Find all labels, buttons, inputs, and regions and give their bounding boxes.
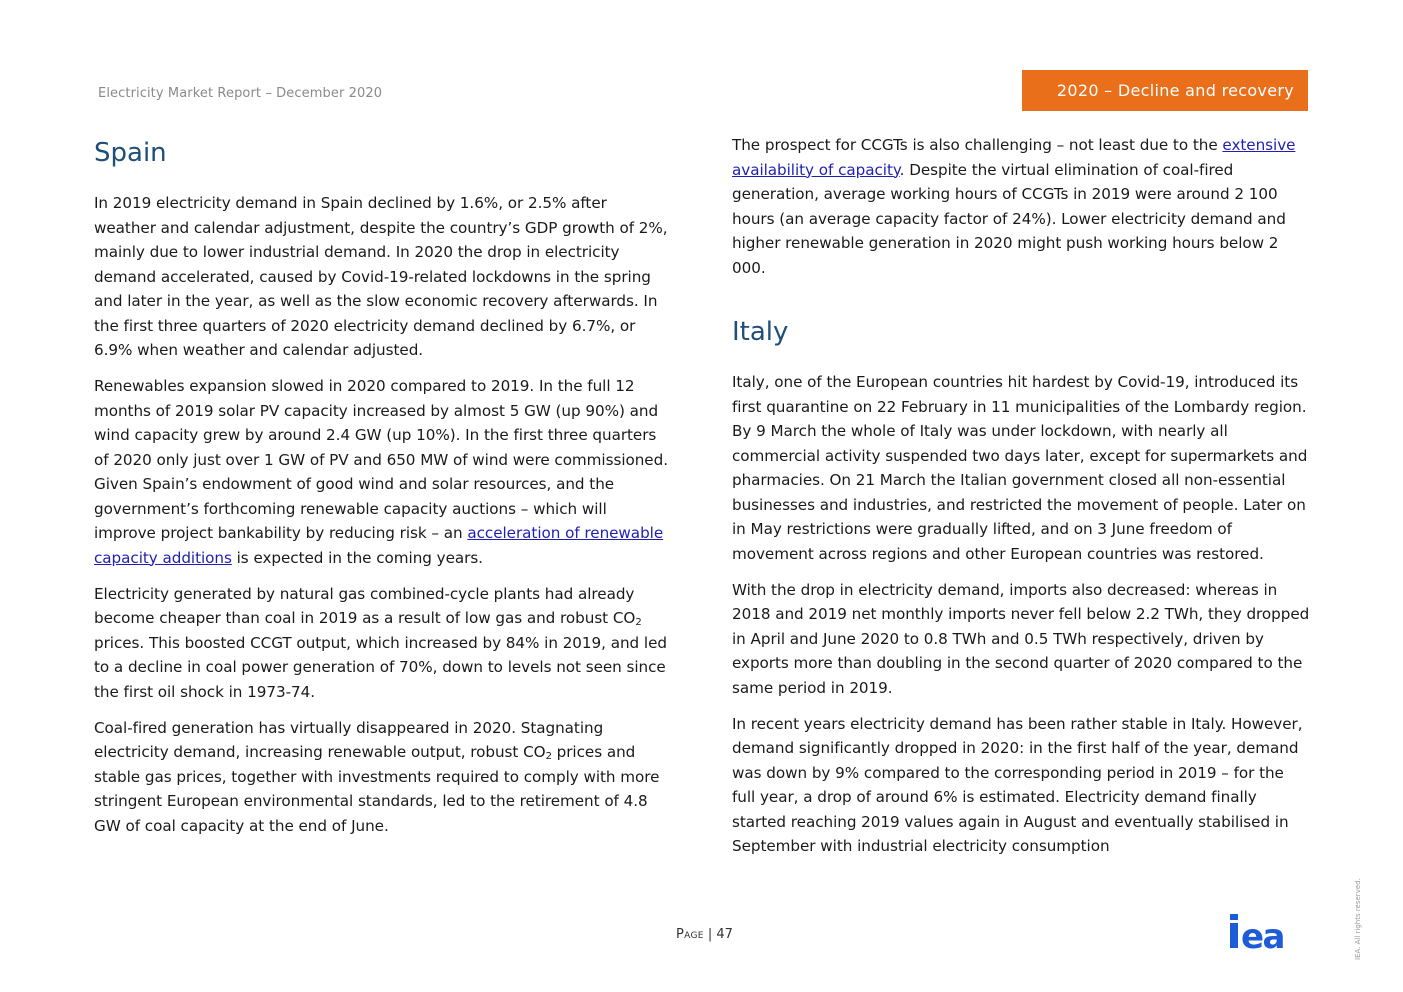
section-heading-spain: Spain	[94, 138, 167, 168]
paragraph: With the drop in electricity demand, imports also decreased: whereas in 2018 and 2019 net monthly imports never fell below 2.2 TWh, they dropped in April and June 2020 to 0.8 TWh and 0.5 TWh respectively, driven by exports more than doubling in the second quarter of 2020 compared to the same period in 2019.	[732, 580, 1310, 697]
page-number-value: 47	[716, 927, 733, 942]
left-column	[94, 133, 672, 850]
chapter-tag: 2020 – Decline and recovery	[1022, 70, 1308, 111]
paragraph: In 2019 electricity demand in Spain declined by 1.6%, or 2.5% after weather and calendar adjustment, despite the country’s GDP growth of 2%, mainly due to lower industrial demand. In 2020 the drop in electricity demand accelerated, caused by Covid-19-related lockdowns in the spring and later in the year, as well as the slow economic recovery afterwards. In the first three quarters of 2020 electricity demand declined by 6.7%, or 6.9% when weather and calendar adjusted.	[94, 194, 668, 359]
paragraph-text: Coal-fired generation has virtually disappeared in 2020. Stagnating electricity demand, increasing renewable output, robust CO	[94, 718, 604, 761]
paragraph	[94, 716, 672, 839]
page-label: Page	[676, 927, 704, 942]
paragraph-text: prices. This boosted CCGT output, which increased by 84% in 2019, and led to a decline in coal power generation of 70%, down to levels not seen since the first oil shock in 1973-74.	[94, 633, 667, 701]
right-column	[732, 133, 1310, 870]
paragraph	[732, 133, 1310, 280]
paragraph-text: Electricity generated by natural gas combined-cycle plants had already become cheaper than coal in 2019 as a result of low gas and robust CO	[94, 584, 636, 627]
subscript: 2	[635, 617, 642, 628]
link-renewable-capacity-additions[interactable]: acceleration of renewable capacity additions	[94, 524, 664, 567]
subscript: 2	[545, 751, 552, 762]
page-number	[676, 927, 733, 942]
paragraph	[94, 374, 672, 570]
paragraph-text: The prospect for CCGTs is also challenging – not least due to the	[732, 136, 1223, 154]
paragraph-text: . Despite the virtual elimination of coal-fired generation, average working hours of CCGTs in 2019 were around 2 100 hours (an average capacity factor of 24%). Lower electricity demand and higher renewable generation in 2020 might push working hours below 2 000.	[732, 160, 1286, 277]
paragraph: In recent years electricity demand has been rather stable in Italy. However, demand significantly dropped in 2020: in the first half of the year, demand was down by 9% compared to the corresponding period in 2019 – for the full year, a drop of around 6% is estimated. Electricity demand finally started reaching 2019 values again in August and eventually stabilised in September with industrial electricity consumption	[732, 714, 1303, 855]
running-header: Electricity Market Report – December 2020	[98, 86, 383, 101]
iea-logo-text: ea	[1241, 917, 1285, 950]
section-heading-italy: Italy	[732, 317, 789, 347]
paragraph-text: Renewables expansion slowed in 2020 compared to 2019. In the full 12 months of 2019 solar PV capacity increased by almost 5 GW (up 90%) and wind capacity grew by around 2.4 GW (up 10%). In the first three quarters of 2020 only just over 1 GW of PV and 650 MW of wind were commissioned. Given Spain’s endowment of good wind and solar resources, and the government’s forthcoming renewable capacity auctions – which will improve project bankability by reducing risk – an	[94, 377, 668, 542]
link-availability-of-capacity[interactable]: extensive availability of capacity	[732, 136, 1296, 179]
paragraph-text: is expected in the coming years.	[231, 548, 483, 567]
paragraph-text: prices and stable gas prices, together with investments required to comply with more stringent European environmental standards, led to the retirement of 4.8 GW of coal capacity at the end of June.	[94, 743, 660, 835]
rights-notice: IEA. All rights reserved.	[1354, 878, 1362, 960]
paragraph: Italy, one of the European countries hit hardest by Covid-19, introduced its first quarantine on 22 February in 11 municipalities of the Lombardy region. By 9 March the whole of Italy was under lockdown, with nearly all commercial activity suspended two days later, except for supermarkets and pharmacies. On 21 March the Italian government closed all non-essential businesses and industries, and restricted the movement of people. Later on in May restrictions were gradually lifted, and on 3 June freedom of movement across regions and other European countries was restored.	[732, 373, 1308, 563]
paragraph	[94, 582, 672, 705]
iea-logo	[1230, 912, 1308, 950]
page-separator: |	[707, 927, 713, 942]
